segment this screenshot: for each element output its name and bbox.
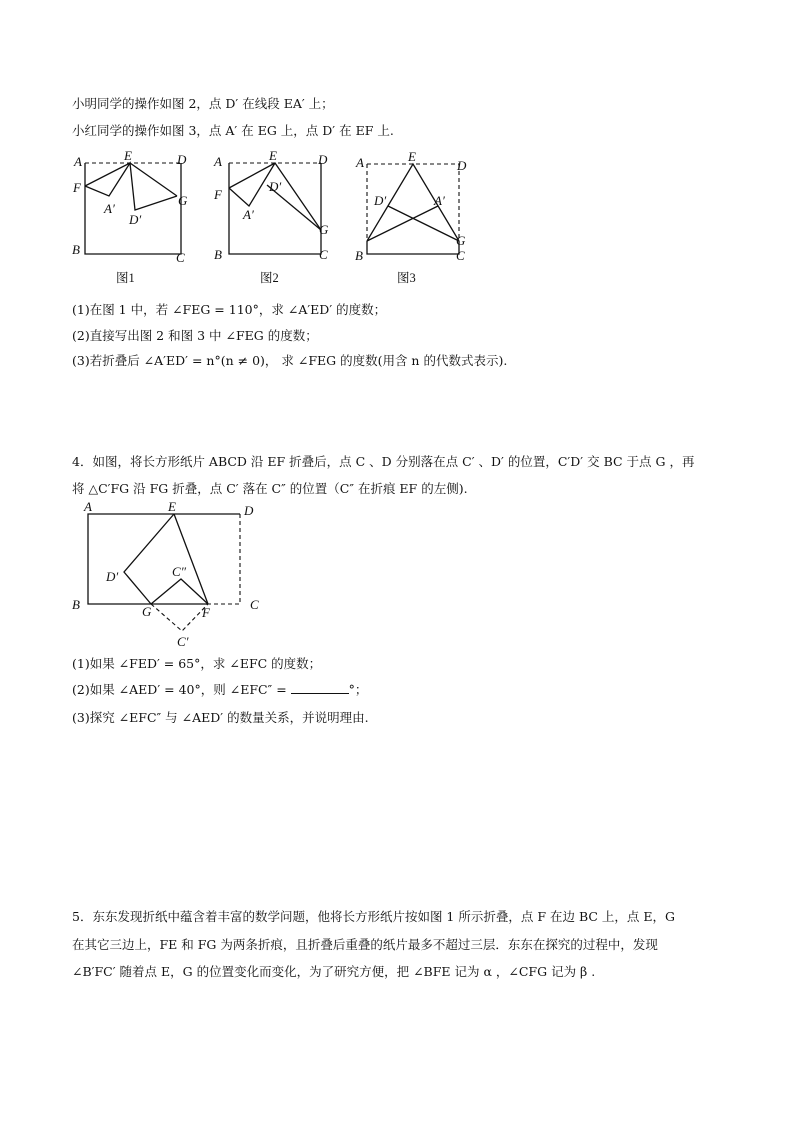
label-A: A [214, 154, 222, 169]
label-D: D [244, 503, 254, 518]
figure-3 [351, 148, 481, 290]
label-E: E [168, 500, 176, 514]
label-E: E [124, 148, 132, 163]
figure-1 [64, 148, 194, 290]
label-C: C [456, 248, 465, 263]
question-1: (1)在图 1 中，若 ∠FEG = 110°，求 ∠A′ED′ 的度数； [72, 302, 387, 317]
label-F: F [202, 605, 210, 620]
figure-caption: 图1 [116, 271, 135, 285]
label-A: A [356, 155, 364, 170]
label-D-prime: D′ [129, 212, 142, 227]
label-F: F [214, 187, 222, 202]
label-D-prime: D′ [106, 569, 119, 584]
label-F: F [73, 180, 81, 195]
label-A-prime: A′ [434, 193, 445, 208]
label-C-double-prime: C″ [172, 564, 187, 579]
label-A: A [84, 500, 92, 514]
problem-4-line: 4．如图，将长方形纸片 ABCD 沿 EF 折叠后，点 C 、D 分别落在点 C′ 、D′ 的位置，C′D′ 交 BC 于点 G ，再 [72, 454, 695, 469]
figure-problem-4 [64, 500, 274, 652]
rect-solid [88, 514, 240, 604]
label-D-prime: D′ [374, 193, 387, 208]
question-2: (2)直接写出图 2 和图 3 中 ∠FEG 的度数； [72, 328, 318, 343]
text-line: 小明同学的操作如图 2，点 D′ 在线段 EA′ 上； [72, 96, 334, 111]
label-B: B [214, 247, 222, 262]
label-A-prime: A′ [104, 201, 115, 216]
label-B: B [355, 248, 363, 263]
label-A-prime: A′ [243, 207, 254, 222]
label-C: C [176, 250, 185, 265]
figure-2 [208, 148, 338, 290]
question-3: (3)若折叠后 ∠A′ED′ = n°(n ≠ 0)， 求 ∠FEG 的度数(用含 n 的代数式表示). [72, 353, 508, 368]
problem-4-line: 将 △C′FG 沿 FG 折叠，点 C′ 落在 C″ 的位置（C″ 在折痕 EF 的左侧). [72, 481, 468, 496]
label-C: C [250, 597, 259, 612]
label-G: G [178, 193, 188, 208]
figure-caption: 图2 [260, 271, 279, 285]
text-line: 小红同学的操作如图 3，点 A′ 在 EG 上，点 D′ 在 EF 上. [72, 123, 394, 138]
label-G: G [319, 222, 329, 237]
label-B: B [72, 597, 80, 612]
question-1: (1)如果 ∠FED′ = 65°，求 ∠EFC 的度数； [72, 656, 322, 671]
question-2-prefix: (2)如果 ∠AED′ = 40°，则 ∠EFC″ = [72, 682, 287, 697]
label-E: E [408, 149, 416, 164]
label-B: B [72, 242, 80, 257]
question-2 [72, 681, 367, 699]
label-A: A [74, 154, 82, 169]
label-D: D [318, 152, 328, 167]
problem-5-line: 在其它三边上，FE 和 FG 为两条折痕，且折叠后重叠的纸片最多不超过三层．东东在探究的过程中，发现 [72, 937, 658, 952]
crease-EF [174, 514, 208, 604]
rect-solid [85, 163, 181, 254]
figure-caption: 图3 [397, 271, 416, 285]
label-D: D [177, 152, 187, 167]
dashed-triangle [151, 604, 208, 631]
label-G: G [142, 604, 152, 619]
answer-blank[interactable] [291, 681, 349, 694]
label-D: D [457, 158, 467, 173]
problem-5-line: ∠B′FC′ 随着点 E，G 的位置变化而变化，为了研究方便，把 ∠BFE 记为 α ，∠CFG 记为 β . [72, 964, 596, 979]
rect-dashed [208, 514, 240, 604]
label-D-prime: D′ [269, 179, 282, 194]
label-C-prime: C′ [177, 634, 189, 649]
problem-5-line: 5．东东发现折纸中蕴含着丰富的数学问题，他将长方形纸片按如图 1 所示折叠，点 F 在边 BC 上，点 E，G [72, 909, 675, 924]
question-3: (3)探究 ∠EFC″ 与 ∠AED′ 的数量关系，并说明理由. [72, 710, 369, 725]
rect-bottom [367, 241, 459, 254]
question-2-suffix: °； [348, 682, 368, 697]
label-C: C [319, 247, 328, 262]
label-E: E [269, 148, 277, 163]
label-G: G [456, 233, 466, 248]
